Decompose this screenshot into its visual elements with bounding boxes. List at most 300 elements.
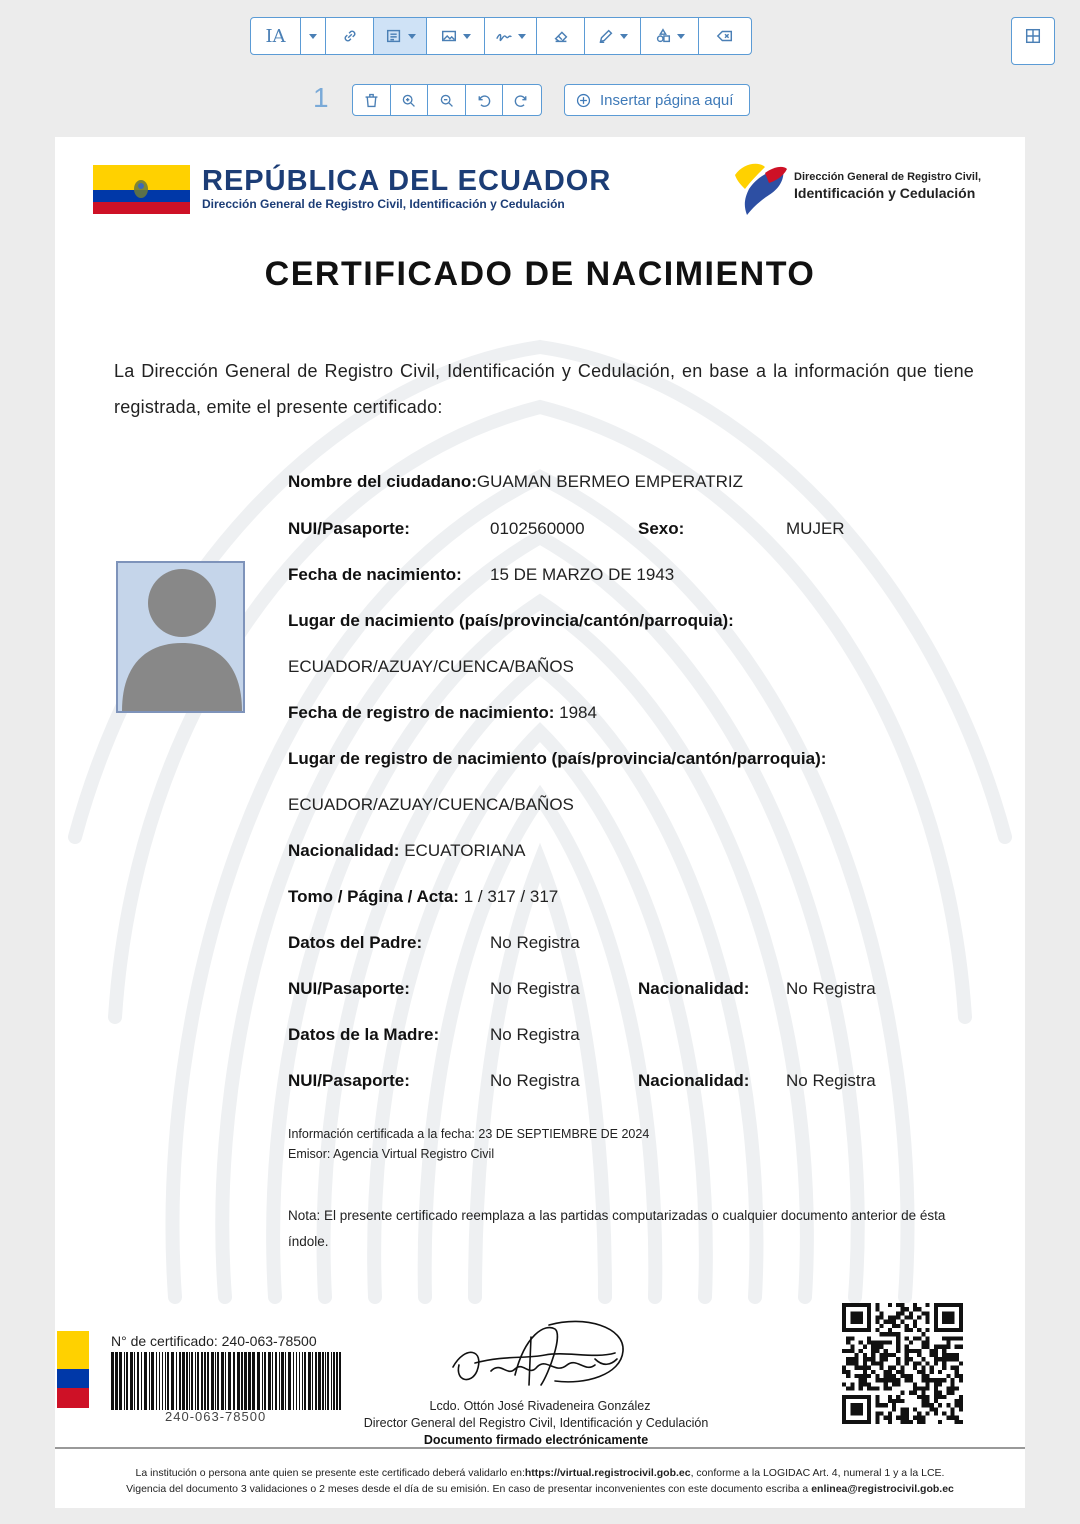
qr-module xyxy=(946,1336,950,1340)
qr-module xyxy=(884,1357,888,1361)
registro-civil-logo xyxy=(729,159,791,219)
qr-module xyxy=(905,1378,909,1382)
document-title: CERTIFICADO DE NACIMIENTO xyxy=(264,255,816,293)
footer-divider xyxy=(55,1447,1025,1449)
qr-module xyxy=(938,1420,942,1424)
clear-button[interactable] xyxy=(699,18,751,54)
qr-module xyxy=(900,1320,904,1324)
madre-nui-value: No Registra xyxy=(490,1071,580,1090)
qr-module xyxy=(942,1353,946,1357)
qr-module xyxy=(884,1378,888,1382)
qr-module xyxy=(909,1420,913,1424)
qr-module xyxy=(880,1324,884,1328)
validation-url[interactable]: https://virtual.registrocivil.gob.ec xyxy=(524,1467,691,1479)
qr-module xyxy=(913,1336,917,1340)
zoom-out-button[interactable] xyxy=(428,85,466,115)
qr-module xyxy=(896,1349,900,1353)
qr-module xyxy=(909,1357,913,1361)
qr-module xyxy=(892,1382,896,1386)
signatory-name: Lcdo. Ottón José Rivadeneira González xyxy=(429,1399,651,1413)
qr-module xyxy=(930,1366,934,1370)
qr-module xyxy=(880,1366,884,1370)
fingerprint-watermark xyxy=(55,317,1025,1317)
qr-module xyxy=(884,1374,888,1378)
qr-module xyxy=(867,1382,871,1386)
certified-date: Información certificada a la fecha: 23 DE SEPTIEMBRE DE 2024 xyxy=(288,1127,650,1141)
qr-module xyxy=(867,1374,871,1378)
qr-module xyxy=(909,1374,913,1378)
qr-module xyxy=(892,1324,896,1328)
qr-module xyxy=(875,1361,879,1365)
form-field-button[interactable] xyxy=(374,18,427,54)
qr-module xyxy=(938,1391,942,1395)
qr-module xyxy=(925,1386,929,1390)
qr-module xyxy=(888,1378,892,1382)
qr-module xyxy=(934,1411,938,1415)
qr-module xyxy=(875,1328,879,1332)
qr-module xyxy=(934,1407,938,1411)
nui-label: NUI/Pasaporte: xyxy=(288,519,410,538)
backspace-icon xyxy=(716,27,734,45)
qr-module xyxy=(955,1345,959,1349)
madre-label: Datos de la Madre: xyxy=(288,1025,440,1044)
document-page xyxy=(55,137,1025,1508)
logo-text-line1: Dirección General de Registro Civil, xyxy=(794,171,982,183)
qr-module xyxy=(884,1332,888,1336)
qr-module xyxy=(888,1370,892,1374)
fecha-nac-label: Fecha de nacimiento: xyxy=(288,565,462,584)
qr-module xyxy=(921,1345,925,1349)
support-email[interactable]: enlinea@registrocivil.gob.ec xyxy=(811,1483,954,1495)
madre-value: No Registra xyxy=(490,1025,580,1044)
trash-icon xyxy=(363,92,380,109)
footer-validation-text: La institución o persona ante quien se presente este certificado deberá validarlo en:https://virtual.registrocivil.gob.ec, conforme a la LOGIDAC Art. 4, numeral 1 y a la LCE. xyxy=(135,1467,945,1479)
signatory-role: Director General del Registro Civil, Identificación y Cedulación xyxy=(363,1416,709,1430)
qr-module xyxy=(850,1311,863,1324)
qr-module xyxy=(888,1386,892,1390)
qr-module xyxy=(925,1378,929,1382)
qr-module xyxy=(884,1353,888,1357)
ai-dropdown-button[interactable] xyxy=(301,18,326,54)
qr-module xyxy=(896,1311,900,1315)
qr-module xyxy=(896,1316,900,1320)
qr-module xyxy=(863,1382,867,1386)
qr-module xyxy=(917,1353,921,1357)
qr-module xyxy=(892,1403,896,1407)
qr-module xyxy=(871,1349,875,1353)
chevron-down-icon xyxy=(463,34,471,39)
qr-module xyxy=(871,1345,875,1349)
qr-module xyxy=(942,1366,946,1370)
qr-module xyxy=(892,1407,896,1411)
layout-grid-button[interactable] xyxy=(1011,17,1055,65)
qr-module xyxy=(930,1403,934,1407)
qr-module xyxy=(859,1349,863,1353)
qr-module xyxy=(905,1336,909,1340)
qr-module xyxy=(913,1349,917,1353)
qr-module xyxy=(955,1366,959,1370)
signature-icon xyxy=(495,27,513,45)
qr-module xyxy=(900,1311,904,1315)
qr-module xyxy=(917,1395,921,1399)
qr-module xyxy=(913,1324,917,1328)
qr-module xyxy=(842,1349,846,1353)
qr-module xyxy=(917,1307,921,1311)
eraser-icon xyxy=(552,27,570,45)
qr-module xyxy=(859,1386,863,1390)
image-button[interactable] xyxy=(427,18,485,54)
qr-module xyxy=(892,1366,896,1370)
qr-module xyxy=(896,1341,900,1345)
qr-module xyxy=(859,1341,863,1345)
qr-module xyxy=(925,1303,929,1307)
chevron-down-icon xyxy=(408,34,416,39)
delete-page-button[interactable] xyxy=(353,85,391,115)
qr-module xyxy=(880,1316,884,1320)
qr-module xyxy=(900,1391,904,1395)
lugar-reg-label: Lugar de registro de nacimiento (país/provincia/cantón/parroquia): xyxy=(288,749,827,768)
qr-module xyxy=(850,1336,854,1340)
qr-module xyxy=(934,1395,938,1399)
qr-module xyxy=(934,1382,938,1386)
qr-module xyxy=(859,1378,863,1382)
qr-module xyxy=(950,1357,954,1361)
qr-module xyxy=(875,1345,879,1349)
qr-module xyxy=(905,1374,909,1378)
qr-module xyxy=(946,1391,950,1395)
qr-module xyxy=(934,1345,938,1349)
qr-module xyxy=(905,1357,909,1361)
qr-code xyxy=(842,1303,963,1424)
issuer: Emisor: Agencia Virtual Registro Civil xyxy=(288,1147,495,1161)
qr-module xyxy=(892,1332,896,1336)
country-title: REPÚBLICA DEL ECUADOR xyxy=(202,165,612,197)
qr-module xyxy=(900,1366,904,1370)
qr-module xyxy=(925,1411,929,1415)
qr-module xyxy=(959,1420,963,1424)
signed-electronically-note: Documento firmado electrónicamente xyxy=(423,1433,649,1447)
qr-module xyxy=(921,1341,925,1345)
chevron-down-icon xyxy=(518,34,526,39)
qr-module xyxy=(950,1416,954,1420)
qr-module xyxy=(938,1345,942,1349)
qr-module xyxy=(888,1332,892,1336)
qr-module xyxy=(925,1361,929,1365)
qr-module xyxy=(875,1395,879,1399)
ai-label: IA xyxy=(265,25,286,47)
qr-module xyxy=(905,1411,909,1415)
agency-subtitle: Dirección General de Registro Civil, Identificación y Cedulación xyxy=(202,197,565,211)
qr-module xyxy=(871,1357,875,1361)
qr-module xyxy=(880,1357,884,1361)
qr-module xyxy=(921,1370,925,1374)
intro-paragraph: La Dirección General de Registro Civil, Identificación y Cedulación, en base a la información que tiene registrada, emite el presente certificado: xyxy=(114,361,974,417)
qr-module xyxy=(946,1357,950,1361)
nombre-label: Nombre del ciudadano: xyxy=(288,472,477,491)
qr-module xyxy=(934,1378,938,1382)
padre-nac-label: Nacionalidad: xyxy=(638,979,750,998)
qr-module xyxy=(913,1382,917,1386)
qr-module xyxy=(888,1399,892,1403)
qr-module xyxy=(896,1399,900,1403)
qr-module xyxy=(925,1320,929,1324)
qr-module xyxy=(871,1341,875,1345)
qr-module xyxy=(905,1307,909,1311)
zoom-out-icon xyxy=(438,92,455,109)
qr-module xyxy=(950,1382,954,1386)
fecha-reg-value: 1984 xyxy=(559,703,597,722)
zoom-in-icon xyxy=(400,92,417,109)
qr-module xyxy=(871,1386,875,1390)
qr-module xyxy=(930,1349,934,1353)
rotate-left-icon xyxy=(475,92,492,109)
qr-module xyxy=(875,1416,879,1420)
qr-module xyxy=(871,1370,875,1374)
qr-module xyxy=(846,1349,850,1353)
qr-module xyxy=(959,1378,963,1382)
qr-module xyxy=(955,1416,959,1420)
qr-module xyxy=(871,1353,875,1357)
qr-module xyxy=(875,1386,879,1390)
qr-module xyxy=(842,1370,846,1374)
shapes-icon xyxy=(654,27,672,45)
qr-module xyxy=(938,1370,942,1374)
qr-module xyxy=(950,1378,954,1382)
qr-module xyxy=(921,1403,925,1407)
qr-module xyxy=(896,1370,900,1374)
qr-module xyxy=(925,1399,929,1403)
qr-module xyxy=(913,1320,917,1324)
qr-module xyxy=(905,1324,909,1328)
qr-module xyxy=(888,1416,892,1420)
qr-module xyxy=(900,1416,904,1420)
ai-button[interactable] xyxy=(251,18,301,54)
qr-module xyxy=(921,1332,925,1336)
qr-module xyxy=(955,1370,959,1374)
qr-module xyxy=(909,1378,913,1382)
qr-module xyxy=(850,1386,854,1390)
qr-module xyxy=(863,1345,867,1349)
qr-module xyxy=(892,1399,896,1403)
qr-module xyxy=(921,1378,925,1382)
padre-nac-value: No Registra xyxy=(786,979,876,998)
insert-page-label: Insertar página aquí xyxy=(600,91,734,109)
qr-module xyxy=(917,1349,921,1353)
qr-module xyxy=(913,1407,917,1411)
qr-module xyxy=(892,1353,896,1357)
signature-button[interactable] xyxy=(485,18,537,54)
qr-module xyxy=(867,1366,871,1370)
qr-module xyxy=(925,1336,929,1340)
qr-module xyxy=(917,1386,921,1390)
barcode-number: 240-063-78500 xyxy=(165,1409,267,1424)
qr-module xyxy=(900,1411,904,1415)
qr-module xyxy=(880,1411,884,1415)
pen-button[interactable] xyxy=(585,18,641,54)
qr-module xyxy=(884,1341,888,1345)
qr-module xyxy=(900,1307,904,1311)
note-paragraph: Nota: El presente certificado reemplaza a las partidas computarizadas o cualquier documento anterior de ésta índole. xyxy=(288,1208,946,1249)
link-button[interactable] xyxy=(326,18,374,54)
rotate-right-button[interactable] xyxy=(503,85,541,115)
qr-module xyxy=(875,1320,879,1324)
qr-module xyxy=(946,1353,950,1357)
qr-module xyxy=(946,1403,950,1407)
sexo-value: MUJER xyxy=(786,519,845,538)
madre-nui-label: NUI/Pasaporte: xyxy=(288,1071,410,1090)
qr-module xyxy=(917,1336,921,1340)
qr-module xyxy=(913,1361,917,1365)
nacionalidad-row xyxy=(288,841,525,861)
qr-module xyxy=(855,1366,859,1370)
qr-module xyxy=(905,1420,909,1424)
qr-module xyxy=(942,1361,946,1365)
qr-module xyxy=(863,1370,867,1374)
qr-module xyxy=(900,1420,904,1424)
qr-module xyxy=(896,1345,900,1349)
qr-module xyxy=(863,1361,867,1365)
qr-module xyxy=(850,1361,854,1365)
qr-module xyxy=(846,1370,850,1374)
qr-module xyxy=(946,1386,950,1390)
qr-module xyxy=(913,1386,917,1390)
nacionalidad-value: ECUATORIANA xyxy=(404,841,526,860)
qr-module xyxy=(855,1374,859,1378)
ecuador-flag xyxy=(93,165,190,214)
rotate-right-icon xyxy=(513,92,530,109)
qr-module xyxy=(909,1316,913,1320)
qr-module xyxy=(950,1411,954,1415)
madre-nac-value: No Registra xyxy=(786,1071,876,1090)
qr-module xyxy=(888,1316,892,1320)
qr-module xyxy=(925,1374,929,1378)
qr-module xyxy=(946,1341,950,1345)
qr-module xyxy=(855,1357,859,1361)
qr-module xyxy=(921,1420,925,1424)
qr-module xyxy=(925,1311,929,1315)
qr-module xyxy=(863,1378,867,1382)
nombre-row xyxy=(288,472,743,492)
qr-module xyxy=(863,1357,867,1361)
qr-module xyxy=(875,1420,879,1424)
qr-module xyxy=(880,1361,884,1365)
qr-module xyxy=(896,1336,900,1340)
qr-module xyxy=(892,1378,896,1382)
director-signature xyxy=(445,1315,630,1397)
qr-module xyxy=(921,1366,925,1370)
qr-module xyxy=(942,1378,946,1382)
qr-module xyxy=(859,1366,863,1370)
qr-module xyxy=(905,1353,909,1357)
qr-module xyxy=(875,1378,879,1382)
qr-module xyxy=(884,1403,888,1407)
qr-module xyxy=(921,1395,925,1399)
qr-module xyxy=(930,1353,934,1357)
madre-nac-label: Nacionalidad: xyxy=(638,1071,750,1090)
qr-module xyxy=(875,1399,879,1403)
qr-module xyxy=(850,1357,854,1361)
footer-validity-text: Vigencia del documento 3 validaciones o 2 meses desde el día de su emisión. En caso de presentar inconvenientes con este documento escriba a enlinea@registrocivil.gob.ec xyxy=(126,1483,954,1495)
qr-module xyxy=(905,1349,909,1353)
lugar-reg-value: ECUADOR/AZUAY/CUENCA/BAÑOS xyxy=(288,795,574,814)
qr-module xyxy=(925,1316,929,1320)
qr-module xyxy=(913,1303,917,1307)
qr-module xyxy=(875,1411,879,1415)
qr-module xyxy=(946,1345,950,1349)
qr-module xyxy=(925,1403,929,1407)
qr-module xyxy=(863,1374,867,1378)
side-flag-stripe xyxy=(57,1331,89,1408)
qr-module xyxy=(880,1403,884,1407)
eraser-button[interactable] xyxy=(537,18,585,54)
qr-module xyxy=(955,1336,959,1340)
insert-page-button[interactable] xyxy=(564,84,750,116)
qr-module xyxy=(900,1399,904,1403)
qr-module xyxy=(850,1382,854,1386)
fecha-nac-value: 15 DE MARZO DE 1943 xyxy=(490,565,675,584)
qr-module xyxy=(955,1403,959,1407)
qr-module xyxy=(900,1407,904,1411)
qr-module xyxy=(955,1399,959,1403)
qr-module xyxy=(921,1357,925,1361)
shapes-button[interactable] xyxy=(641,18,699,54)
padre-value: No Registra xyxy=(490,933,580,952)
qr-module xyxy=(875,1307,879,1311)
padre-label: Datos del Padre: xyxy=(288,933,423,952)
zoom-in-button[interactable] xyxy=(391,85,429,115)
qr-module xyxy=(934,1399,938,1403)
qr-module xyxy=(905,1361,909,1365)
qr-module xyxy=(913,1307,917,1311)
qr-module xyxy=(875,1316,879,1320)
qr-module xyxy=(959,1403,963,1407)
qr-module xyxy=(905,1316,909,1320)
qr-module xyxy=(959,1345,963,1349)
qr-module xyxy=(884,1349,888,1353)
qr-module xyxy=(934,1361,938,1365)
person-icon xyxy=(118,563,243,711)
chevron-down-icon xyxy=(620,34,628,39)
qr-module xyxy=(925,1395,929,1399)
qr-module xyxy=(892,1374,896,1378)
qr-module xyxy=(950,1391,954,1395)
qr-module xyxy=(875,1341,879,1345)
qr-module xyxy=(930,1378,934,1382)
qr-module xyxy=(892,1320,896,1324)
nacionalidad-label: Nacionalidad: xyxy=(288,841,400,860)
qr-module xyxy=(884,1320,888,1324)
qr-module xyxy=(896,1361,900,1365)
qr-module xyxy=(921,1374,925,1378)
lugar-nac-label: Lugar de nacimiento (país/provincia/cantón/parroquia): xyxy=(288,611,734,630)
qr-module xyxy=(917,1361,921,1365)
qr-module xyxy=(921,1386,925,1390)
qr-module xyxy=(925,1341,929,1345)
qr-module xyxy=(846,1357,850,1361)
qr-module xyxy=(900,1303,904,1307)
qr-module xyxy=(846,1386,850,1390)
qr-module xyxy=(959,1361,963,1365)
rotate-left-button[interactable] xyxy=(466,85,504,115)
qr-module xyxy=(880,1311,884,1315)
fecha-reg-row xyxy=(288,703,597,723)
qr-module xyxy=(896,1303,900,1307)
qr-module xyxy=(888,1366,892,1370)
qr-module xyxy=(880,1378,884,1382)
qr-module xyxy=(905,1407,909,1411)
qr-module xyxy=(917,1420,921,1424)
qr-module xyxy=(917,1370,921,1374)
